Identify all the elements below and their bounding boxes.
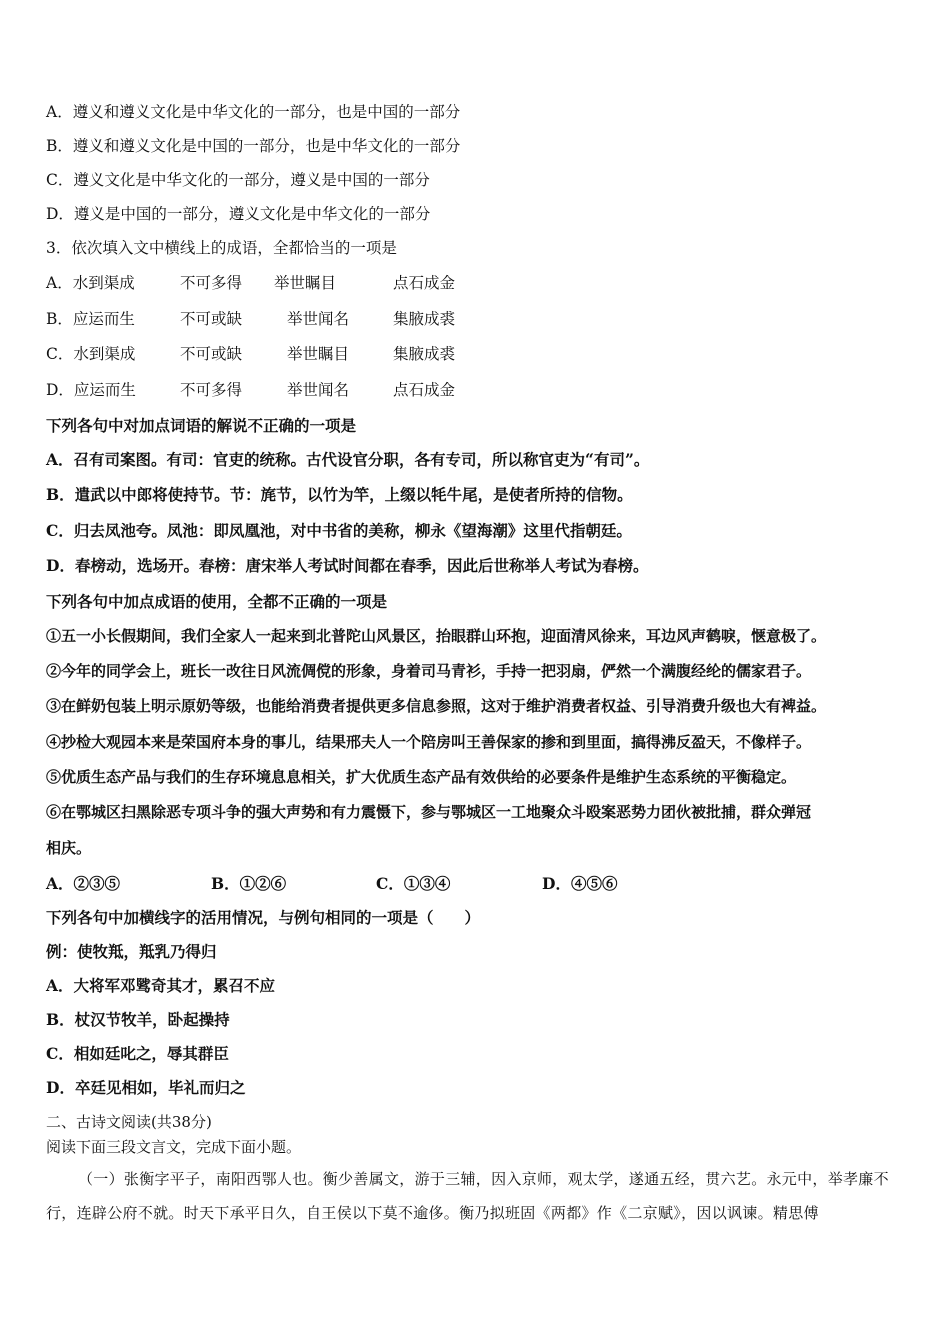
q3-cell: 点石成金 [393,274,456,292]
q5-option-d: D．④⑤⑥ [542,874,618,893]
q5-sentence-2: ②今年的同学会上，班长一改往日风流倜傥的形象，身着司马青衫，手持一把羽扇，俨然一个满腹经纶的儒家君子。 [46,662,812,680]
q5-sentence-6-cont: 相庆。 [46,839,92,857]
section-intro: 阅读下面三段文言文，完成下面小题。 [46,1138,302,1156]
q5-sentence-5: ⑤优质生态产品与我们的生存环境息息相关，扩大优质生态产品有效供给的必要条件是维护生态系统的平衡稳定。 [46,768,797,786]
q4-option-c: C．归去凤池夸。凤池：即凤凰池，对中书省的美称，柳永《望海潮》这里代指朝廷。 [46,521,632,540]
q4-option-a: A．召有司案图。有司：官吏的统称。古代设官分职，各有专司，所以称官吏为“有司”。 [46,450,650,469]
q3-cell: C．水到渠成 [46,345,136,363]
q2-option-a: A．遵义和遵义文化是中华文化的一部分，也是中国的一部分 [46,103,461,121]
q6-option-a: A．大将军邓骘奇其才，累召不应 [46,976,276,995]
q3-cell: 举世瞩目 [287,345,350,363]
q3-cell: D．应运而生 [46,381,136,399]
q3-cell: 集腋成裘 [393,310,456,328]
q2-option-b: B．遵义和遵义文化是中国的一部分，也是中华文化的一部分 [46,137,461,155]
q4-option-d: D．春榜动，选场开。春榜：唐宋举人考试时间都在春季，因此后世称举人考试为春榜。 [46,556,649,575]
q2-option-d: D．遵义是中国的一部分，遵义文化是中华文化的一部分 [46,205,431,223]
q2-option-c: C．遵义文化是中华文化的一部分，遵义是中国的一部分 [46,171,430,189]
q3-cell: 举世闻名 [287,310,350,328]
q6-option-d: D．卒廷见相如，毕礼而归之 [46,1078,246,1097]
q5-option-c: C．①③④ [376,874,451,893]
q6-option-b: B．杖汉节牧羊，卧起操持 [46,1010,230,1029]
q3-cell: 不可或缺 [180,310,243,328]
q3-cell: B．应运而生 [46,310,135,328]
q4-option-b: B．遣武以中郎将使持节。节：旄节，以竹为竿，上缀以牦牛尾，是使者所持的信物。 [46,485,633,504]
q6-option-c: C．相如廷叱之，辱其群臣 [46,1044,229,1063]
q3-cell: 集腋成裘 [393,345,456,363]
q3-cell: 举世瞩目 [274,274,337,292]
q3-cell: 不可或缺 [180,345,243,363]
q3-cell: 举世闻名 [287,381,350,399]
q6-stem: 下列各句中加横线字的活用情况，与例句相同的一项是（ ） [46,908,481,927]
q4-stem: 下列各句中对加点词语的解说不正确的一项是 [46,416,357,435]
q5-sentence-1: ①五一小长假期间，我们全家人一起来到北普陀山风景区，抬眼群山环抱，迎面清风徐来，耳边风声鹤唳，惬意极了。 [46,627,827,645]
q5-stem: 下列各句中加点成语的使用，全都不正确的一项是 [46,592,388,611]
q5-sentence-6: ⑥在鄂城区扫黑除恶专项斗争的强大声势和有力震慑下，参与鄂城区一工地聚众斗殴案恶势力团伙被批捕，群众弹冠 [46,803,812,821]
q3-cell: 点石成金 [393,381,456,399]
q5-sentence-3: ③在鲜奶包装上明示原奶等级，也能给消费者提供更多信息参照，这对于维护消费者权益、引导消费升级也大有裨益。 [46,697,827,715]
q6-example: 例：使牧羝，羝乳乃得归 [46,942,217,961]
q5-option-b: B．①②⑥ [211,874,287,893]
q5-sentence-4: ④抄检大观园本来是荣国府本身的事儿，结果邢夫人一个陪房叫王善保家的掺和到里面，搞得沸反盈天，不像样子。 [46,733,812,751]
q5-option-a: A．②③⑤ [46,874,121,893]
section-title: 二、古诗文阅读(共38分) [46,1113,212,1131]
classical-passage: （一）张衡字平子，南阳西鄂人也。衡少善属文，游于三辅，因入京师，观太学，遂通五经，贯六艺。永元中，举孝廉不行，连辟公府不就。时天下承平日久，自王侯以下莫不逾侈。衡乃拟班固《两都》作《二京赋》，因以讽谏。精思傅 [46,1170,889,1222]
q3-cell: A．水到渠成 [46,274,135,292]
q3-cell: 不可多得 [180,274,243,292]
q3-cell: 不可多得 [180,381,243,399]
q3-stem: 3．依次填入文中横线上的成语，全都恰当的一项是 [46,239,397,257]
